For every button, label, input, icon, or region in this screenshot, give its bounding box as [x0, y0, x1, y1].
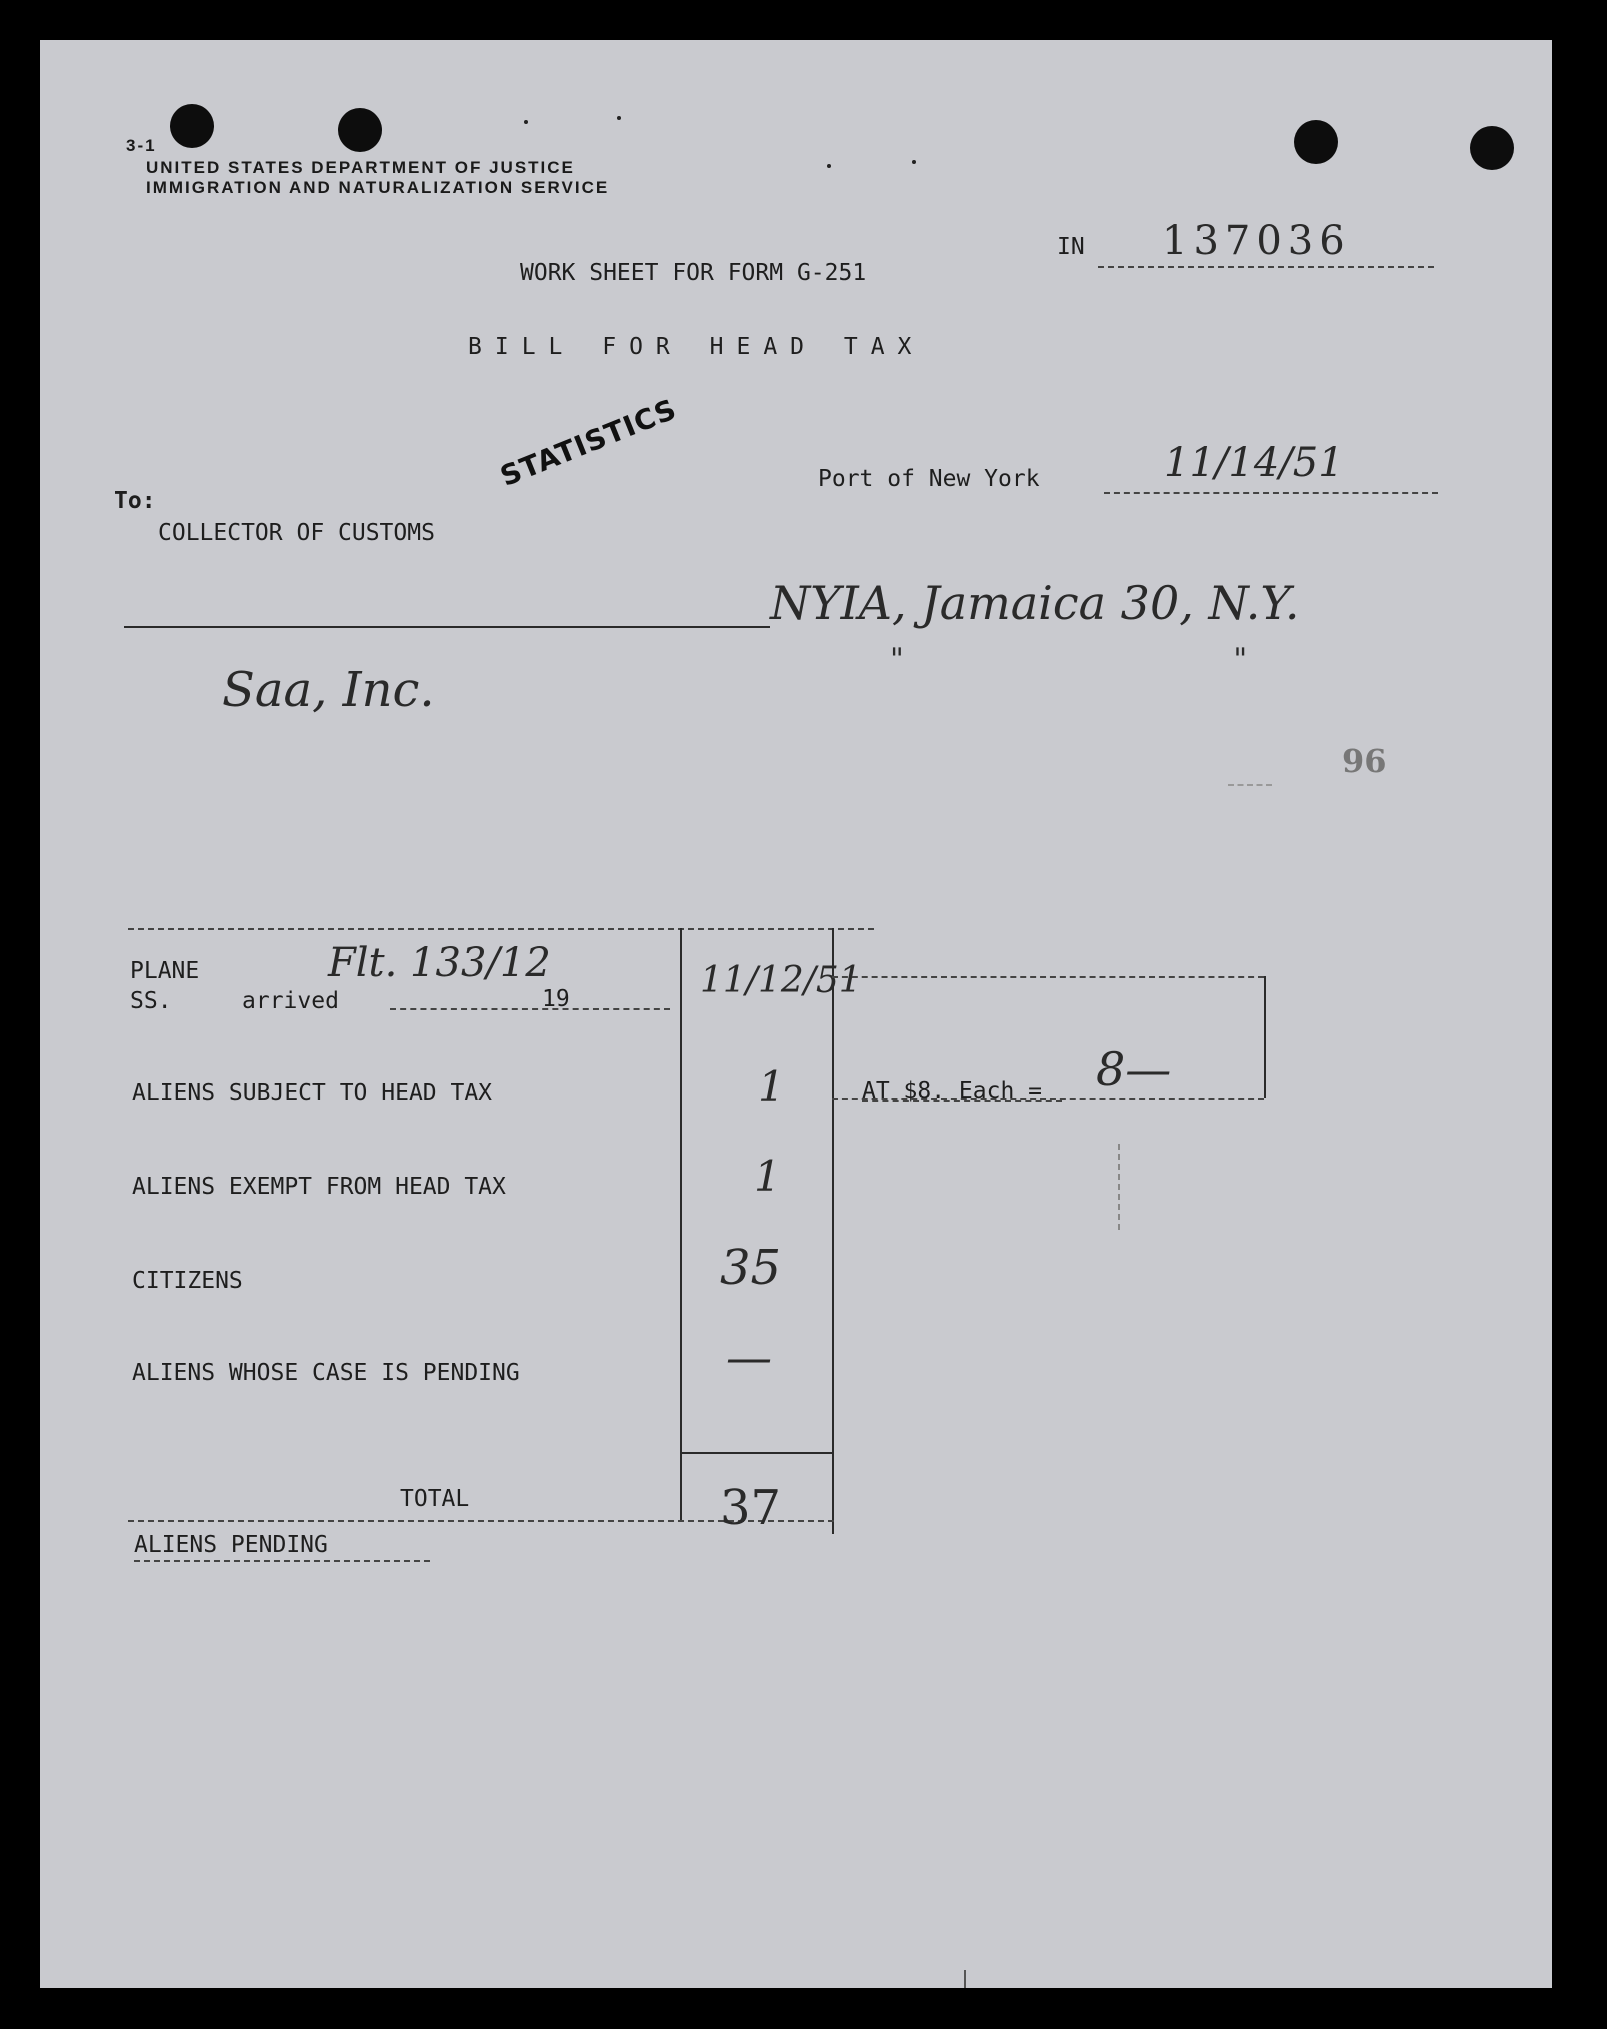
total-label: TOTAL — [400, 1486, 470, 1512]
row-value-pending: — — [726, 1330, 772, 1384]
year-prefix: 19 — [542, 986, 570, 1012]
tax-amount: 8— — [1096, 1042, 1172, 1096]
in-number: 137036 — [1162, 218, 1351, 264]
speck — [524, 120, 528, 124]
tax-rate-underline — [862, 1100, 1062, 1102]
aliens-pending-footer: ALIENS PENDING — [134, 1532, 328, 1558]
flight-number: Flt. 133/12 — [328, 940, 551, 986]
in-underline — [1098, 266, 1434, 268]
agency-line-1: UNITED STATES DEPARTMENT OF JUSTICE — [146, 158, 575, 177]
plane-label: PLANE — [130, 958, 200, 984]
row-label-citizens: CITIZENS — [132, 1268, 243, 1294]
speck — [617, 116, 621, 120]
speck — [912, 160, 916, 164]
footer-underline — [134, 1560, 430, 1562]
table-divider-left — [680, 928, 682, 1522]
port-underline — [1104, 492, 1438, 494]
row-label-exempt: ALIENS EXEMPT FROM HEAD TAX — [132, 1174, 506, 1200]
ditto-marks: " " — [890, 642, 1408, 677]
bill-title: BILL FOR HEAD TAX — [468, 334, 925, 360]
agency-line-2: IMMIGRATION AND NATURALIZATION SERVICE — [146, 178, 610, 197]
in-label: IN — [1057, 234, 1085, 260]
row-value-exempt: 1 — [754, 1152, 781, 1201]
port-date: 11/14/51 — [1164, 440, 1344, 486]
arrived-underline — [390, 1008, 670, 1010]
table-top — [128, 928, 874, 930]
scan-mark — [964, 1970, 966, 1988]
document-page — [40, 40, 1552, 1988]
punch-hole — [1294, 120, 1338, 164]
arrival-date: 11/12/51 — [700, 960, 862, 1001]
ss-label: SS. — [130, 988, 172, 1014]
to-label: To: — [114, 488, 156, 514]
address-handwritten: NYIA, Jamaica 30, N.Y. — [770, 576, 1300, 630]
form-number: 3-1 — [126, 136, 157, 155]
airline-handwritten: Saa, Inc. — [222, 662, 435, 718]
arrived-label: arrived — [242, 988, 339, 1014]
page-number: 96 — [1342, 742, 1387, 780]
table-divider-right — [832, 928, 834, 1534]
total-value: 37 — [720, 1480, 782, 1536]
speck — [827, 164, 831, 168]
worksheet-title: WORK SHEET FOR FORM G-251 — [520, 260, 867, 286]
statistics-stamp: STATISTICS — [495, 392, 682, 493]
row-label-pending: ALIENS WHOSE CASE IS PENDING — [132, 1360, 520, 1386]
faint-vertical — [1118, 1144, 1120, 1230]
faint-dash — [1228, 784, 1272, 786]
to-recipient: COLLECTOR OF CUSTOMS — [158, 520, 435, 546]
port-label: Port of New York — [818, 466, 1040, 492]
row-value-citizens: 35 — [720, 1240, 782, 1296]
tax-rate-label: AT $8. Each = — [862, 1078, 1043, 1104]
punch-hole — [338, 108, 382, 152]
tax-box-top — [832, 976, 1264, 978]
punch-hole — [170, 104, 214, 148]
total-row-top — [680, 1452, 834, 1454]
row-label-subject: ALIENS SUBJECT TO HEAD TAX — [132, 1080, 493, 1106]
punch-hole — [1470, 126, 1514, 170]
row-value-subject: 1 — [758, 1062, 785, 1111]
address-line — [124, 626, 770, 628]
tax-box-right — [1264, 976, 1266, 1098]
